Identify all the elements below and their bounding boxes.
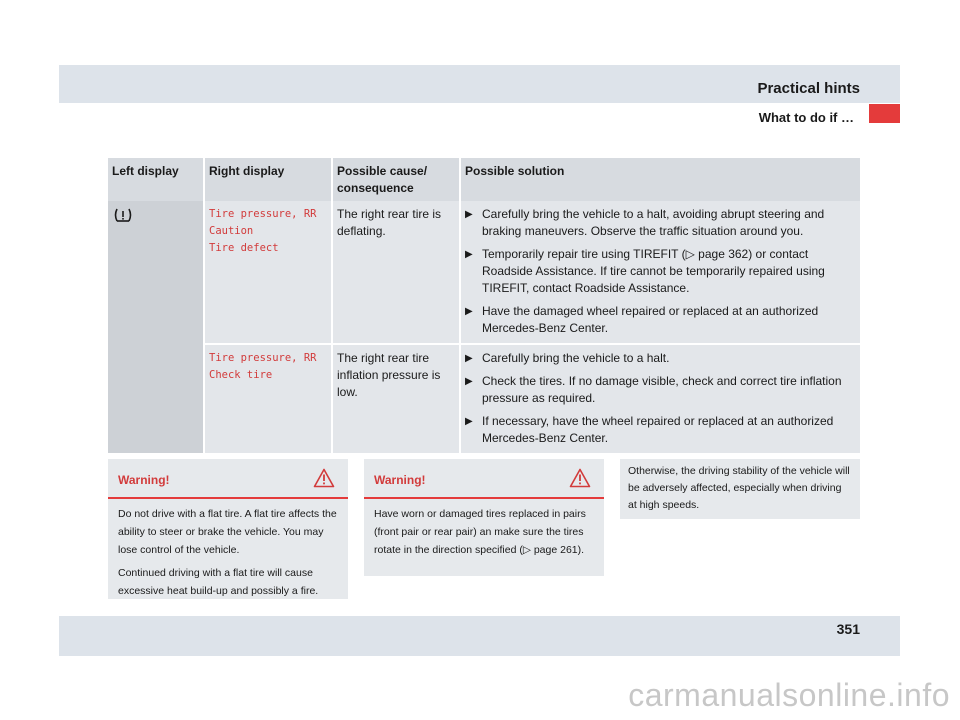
left-display-cell [108,201,204,454]
warning-body [108,499,348,611]
display-messages-table [108,158,860,455]
cause-cell: The right rear tire inflation pressure is low. [332,344,460,454]
solution-item [465,303,856,337]
tire-pressure-warning-icon [114,207,132,223]
warning-box-flat-tire [108,459,348,599]
triangle-bullet-icon: ▶ [465,353,473,364]
solution-item [465,373,856,407]
solution-text: Temporarily repair tire using TIREFIT (▷ page 362) or contact Roadside Assistance. If tire cannot be temporarily repaired using TIREFIT, contact Roadside Assistance. [482,247,825,295]
warning-box-worn-tires [364,459,604,576]
warning-triangle-icon [313,468,335,488]
triangle-bullet-icon: ▶ [465,416,473,427]
display-message-line: Check tire [209,369,273,381]
warning-triangle-icon [569,468,591,488]
table-row [108,344,860,454]
right-display-cell [204,344,332,454]
display-message-line: Tire defect [209,242,279,254]
triangle-bullet-icon: ▶ [465,376,473,387]
watermark-text: carmanualsonline.info [628,677,950,713]
solution-text: Carefully bring the vehicle to a halt. [482,351,670,365]
subsection-title: What to do if … [758,110,854,125]
warning-header [364,459,604,499]
solution-text: If necessary, have the wheel repaired or replaced at an authorized Mercedes-Benz Center. [482,414,834,445]
warning-title: Warning! [118,473,170,487]
solution-item [465,246,856,297]
page-number: 351 [836,621,860,637]
solution-text: Have the damaged wheel repaired or replaced at an authorized Mercedes-Benz Center. [482,304,819,335]
warning-paragraph: Have worn or damaged tires replaced in pairs (front pair or rear pair) an make sure the tires rotate in the direction specified (▷ page 261). [374,508,586,556]
table-header-row [108,158,860,201]
solution-item [465,206,856,240]
triangle-bullet-icon: ▶ [465,249,473,260]
right-display-cell [204,201,332,344]
display-message-line: Caution [209,225,254,237]
triangle-bullet-icon: ▶ [465,306,473,317]
section-title: Practical hints [757,80,860,97]
warning-header [108,459,348,499]
triangle-bullet-icon: ▶ [465,209,473,220]
column-header-right-display: Right display [204,158,332,201]
solution-cell [460,201,860,344]
solution-text: Carefully bring the vehicle to a halt, avoiding abrupt steering and braking maneuvers. Observe the traffic situation around you. [482,207,825,238]
solution-cell [460,344,860,454]
note-box: Otherwise, the driving stability of the vehicle will be adversely affected, especially when driving at high speeds. [620,459,860,519]
display-message-line: Tire pressure, RR [209,352,317,364]
warning-paragraph: Continued driving with a flat tire will cause excessive heat build-up and possibly a fire. [118,567,319,597]
table-row [108,201,860,344]
footer-band [59,616,900,656]
solution-item [465,350,856,367]
warning-paragraph: Do not drive with a flat tire. A flat tire affects the ability to steer or brake the vehicle. You may lose control of the vehicle. [118,508,337,556]
solution-item [465,413,856,447]
warning-title: Warning! [374,473,426,487]
chapter-tab-marker [869,104,900,123]
column-header-left-display: Left display [108,158,204,201]
warning-body [364,499,604,570]
display-message-line: Tire pressure, RR [209,208,317,220]
cause-cell: The right rear tire is deflating. [332,201,460,344]
solution-text: Check the tires. If no damage visible, check and correct tire inflation pressure as required. [482,374,842,405]
column-header-cause: Possible cause/ consequence [332,158,460,201]
column-header-solution: Possible solution [460,158,860,201]
